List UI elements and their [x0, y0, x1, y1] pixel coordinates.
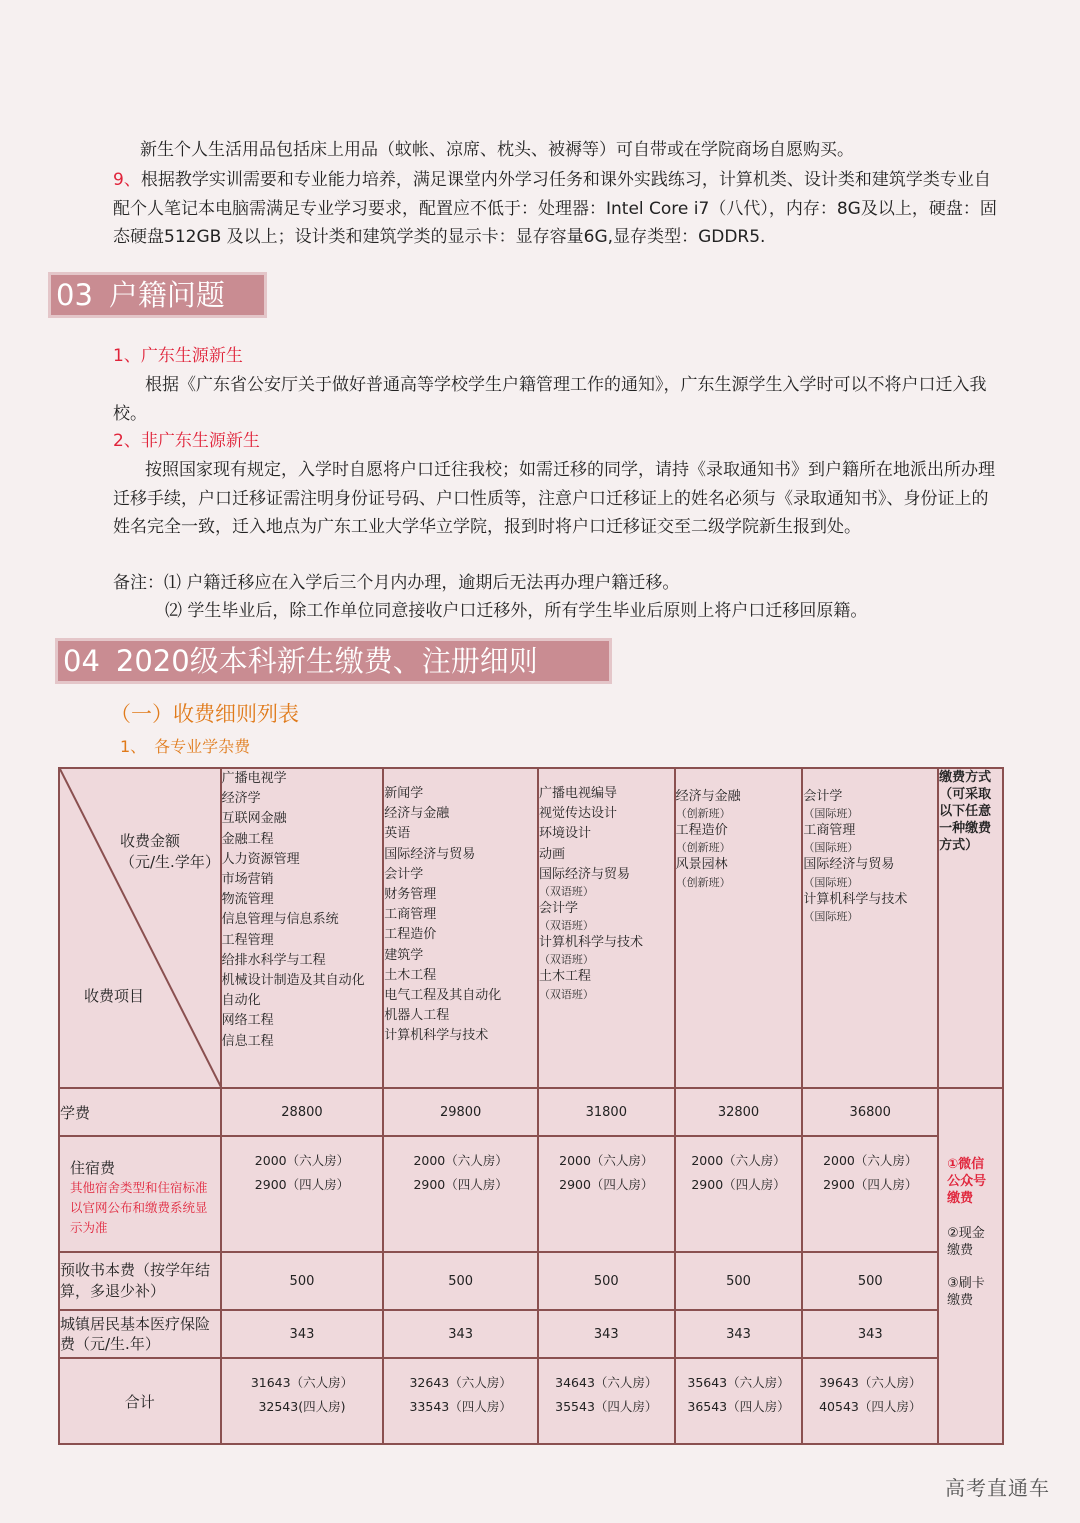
- diagonal-line: [60, 769, 222, 1089]
- fee-value: 500: [675, 1252, 803, 1310]
- pay-method-cash: ②现金缴费: [947, 1226, 985, 1258]
- major-item: 财务管理: [384, 887, 437, 903]
- major-class-note: （国际班）: [803, 841, 859, 855]
- fee-line: 35543（四人房）: [555, 1399, 658, 1414]
- major-class-note: （双语班）: [538, 987, 594, 1001]
- fee-line: 32643（六人房）: [409, 1375, 512, 1390]
- fee-value: 500: [538, 1252, 675, 1310]
- majors-col-4: [675, 768, 803, 1088]
- section-number: 03: [56, 278, 93, 312]
- header-row: [59, 768, 1003, 1088]
- fee-values: [802, 1358, 938, 1444]
- corner-cell: [59, 768, 221, 1088]
- major-item: 工商管理: [384, 907, 437, 923]
- major-item: 计算机科学与技术: [538, 935, 643, 951]
- pay-cell-top: [938, 1088, 1003, 1136]
- major-class-note: （双语班）: [538, 885, 594, 899]
- major-item: 信息工程: [221, 1033, 274, 1049]
- major-item: 电气工程及其自动化: [384, 988, 502, 1004]
- fee-line: 2900（四人房）: [254, 1177, 350, 1192]
- major-item: 自动化: [221, 993, 261, 1009]
- fee-line: 36543（四人房）: [687, 1399, 790, 1414]
- fee-value: 343: [221, 1310, 384, 1358]
- major-item: 会计学: [803, 789, 843, 804]
- major-item: 动画: [538, 846, 565, 862]
- fee-value: 343: [538, 1310, 675, 1358]
- total-row: [59, 1358, 1003, 1444]
- item-number: 9、: [113, 170, 141, 190]
- fee-line: 2000（六人房）: [823, 1153, 918, 1168]
- fee-line: 35643（六人房）: [687, 1375, 790, 1390]
- row-label: 合计: [59, 1358, 221, 1444]
- tuition-row: [59, 1088, 1003, 1136]
- major-item: 环境设计: [538, 826, 591, 842]
- dorm-row: [59, 1136, 1003, 1252]
- pay-method-header: 缴费方式（可采取以下任意一种缴费方式）: [938, 768, 1003, 1088]
- major-item: 计算机科学与技术: [384, 1028, 489, 1044]
- major-item: 会计学: [384, 866, 424, 882]
- subsection-title: 1、广东生源新生: [113, 346, 243, 366]
- intro-item-9: [113, 166, 1003, 252]
- major-item: 广播电视学: [221, 771, 287, 786]
- fee-values: [221, 1136, 384, 1252]
- section-title: 2020级本科新生缴费、注册细则: [115, 644, 538, 678]
- section-03-header: [48, 272, 267, 318]
- major-item: 国际经济与贸易: [538, 866, 630, 882]
- insurance-row: [59, 1310, 1003, 1358]
- fee-value: 500: [802, 1252, 938, 1310]
- row-label: 住宿费: [70, 1159, 116, 1177]
- fee-line: 2900（四人房）: [823, 1177, 918, 1192]
- dorm-label-cell: [59, 1136, 221, 1252]
- fee-value: 343: [802, 1310, 938, 1358]
- major-item: 经济与金融: [384, 806, 450, 822]
- fee-line: 2000（六人房）: [413, 1153, 508, 1168]
- major-class-note: （创新班）: [675, 875, 731, 889]
- row-label: 学费: [59, 1088, 221, 1136]
- major-item: 经济与金融: [675, 789, 741, 804]
- fee-value: 31800: [538, 1088, 675, 1136]
- major-item: 会计学: [538, 901, 578, 917]
- fee-value: 28800: [221, 1088, 384, 1136]
- major-item: 广播电视编导: [538, 786, 617, 801]
- major-item: 网络工程: [221, 1013, 274, 1029]
- fee-line: 2900（四人房）: [691, 1177, 786, 1192]
- fee-table: [58, 767, 1004, 1445]
- major-item: 视觉传达设计: [538, 806, 617, 822]
- major-item: 新闻学: [384, 786, 424, 801]
- fee-subtitle: （一）收费细则列表: [110, 702, 299, 726]
- note-1: 备注：⑴ 户籍迁移应在入学后三个月内办理，逾期后无法再办理户籍迁移。: [113, 573, 680, 593]
- majors-col-1: [221, 768, 384, 1088]
- fee-line: 2900（四人房）: [559, 1177, 654, 1192]
- major-item: 金融工程: [221, 831, 274, 847]
- majors-col-2: [383, 768, 538, 1088]
- watermark-text: 高考直通车: [945, 1476, 1050, 1500]
- fee-value: 343: [675, 1310, 803, 1358]
- major-item: 物流管理: [221, 892, 274, 908]
- item-text: 根据教学实训需要和专业能力培养，满足课堂内外学习任务和课外实践练习，计算机类、设计类和建筑学类专业自配个人笔记本电脑需满足专业学习要求，配置应不低于：处理器：Intel Core i7（八代），内存：8G及以上，硬盘：固态硬盘512GB 及以上；设计类和建筑学类的显示卡：显存容量6G,显存类型：GDDR5.: [113, 170, 997, 247]
- corner-bottom-label: 收费项目: [84, 987, 145, 1005]
- subsection-text: 根据《广东省公安厅关于做好普通高等学校学生户籍管理工作的通知》，广东生源学生入学时可以不将户口迁入我校。: [113, 375, 987, 424]
- fee-values: [802, 1136, 938, 1252]
- fee-line: 2000（六人房）: [691, 1153, 786, 1168]
- major-item: 工程造价: [384, 927, 437, 943]
- books-row: [59, 1252, 1003, 1310]
- section-04-header: [55, 638, 612, 684]
- fee-values: [538, 1136, 675, 1252]
- major-item: 工程管理: [221, 932, 274, 948]
- majors-col-3: [538, 768, 675, 1088]
- fee-values: [221, 1358, 384, 1444]
- fee-line: 32543(四人房): [258, 1399, 346, 1414]
- fee-item-title: 1、 各专业学杂费: [120, 737, 251, 756]
- pay-method-card: ③刷卡缴费: [947, 1276, 985, 1308]
- intro-line: 新生个人生活用品包括床上用品（蚊帐、凉席、枕头、被褥等）可自带或在学院商场自愿购买。: [140, 140, 854, 160]
- fee-values: [383, 1358, 538, 1444]
- major-item: 机器人工程: [384, 1008, 450, 1024]
- major-item: 工商管理: [803, 823, 856, 839]
- major-item: 土木工程: [384, 967, 437, 983]
- major-class-note: （国际班）: [803, 807, 859, 821]
- fee-values: [538, 1358, 675, 1444]
- major-item: 工程造价: [675, 823, 728, 839]
- subsection-title: 2、非广东生源新生: [113, 431, 260, 451]
- major-item: 人力资源管理: [221, 851, 300, 867]
- major-class-note: （创新班）: [675, 841, 731, 855]
- major-item: 国际经济与贸易: [803, 857, 895, 873]
- pay-method-wechat: ①微信公众号缴费: [947, 1157, 987, 1206]
- note-2: ⑵ 学生毕业后，除工作单位同意接收户口迁移外，所有学生毕业后原则上将户口迁移回原籍。: [165, 601, 868, 621]
- fee-line: 40543（四人房）: [819, 1399, 922, 1414]
- fee-value: 32800: [675, 1088, 803, 1136]
- fee-value: 500: [221, 1252, 384, 1310]
- corner-top-label: 收费金额 （元/生.学年）: [120, 832, 220, 871]
- dorm-note: 其他宿舍类型和住宿标准以官网公布和缴费系统显示为准: [70, 1180, 208, 1235]
- pay-methods-cell: [938, 1136, 1003, 1444]
- row-label: 预收书本费（按学年结算，多退少补）: [59, 1252, 221, 1310]
- major-class-note: （国际班）: [803, 875, 859, 889]
- major-item: 互联网金融: [221, 811, 287, 827]
- fee-line: 2000（六人房）: [254, 1153, 350, 1168]
- major-class-note: （双语班）: [538, 919, 594, 933]
- subsection-text: 按照国家现有规定，入学时自愿将户口迁往我校；如需迁移的同学，请持《录取通知书》到户籍所在地派出所办理迁移手续，户口迁移证需注明身份证号码、户口性质等，注意户口迁移证上的姓名必须与《录取通知书》、身份证上的姓名完全一致，迁入地点为广东工业大学华立学院，报到时将户口迁移证交至二级学院新生报到处。: [113, 460, 995, 537]
- section-title: 户籍问题: [108, 278, 225, 312]
- fee-line: 2900（四人房）: [413, 1177, 508, 1192]
- fee-value: 500: [383, 1252, 538, 1310]
- fee-values: [383, 1136, 538, 1252]
- major-item: 英语: [384, 826, 411, 842]
- major-item: 计算机科学与技术: [803, 891, 908, 907]
- fee-value: 29800: [383, 1088, 538, 1136]
- major-class-note: （国际班）: [803, 909, 859, 923]
- fee-line: 31643（六人房）: [250, 1375, 354, 1390]
- major-item: 建筑学: [384, 947, 424, 963]
- major-item: 信息管理与信息系统: [221, 912, 339, 928]
- fee-value: 36800: [802, 1088, 938, 1136]
- major-item: 国际经济与贸易: [384, 846, 476, 862]
- major-item: 经济学: [221, 791, 261, 807]
- fee-value: 343: [383, 1310, 538, 1358]
- fee-line: 2000（六人房）: [559, 1153, 654, 1168]
- major-item: 给排水科学与工程: [221, 952, 326, 968]
- fee-line: 33543（四人房）: [409, 1399, 512, 1414]
- row-label: 城镇居民基本医疗保险费（元/生.年）: [59, 1310, 221, 1358]
- section-number: 04: [63, 644, 100, 678]
- fee-line: 39643（六人房）: [819, 1375, 922, 1390]
- major-class-note: （双语班）: [538, 953, 594, 967]
- fee-values: [675, 1136, 803, 1252]
- major-item: 土木工程: [538, 969, 591, 985]
- fee-values: [675, 1358, 803, 1444]
- majors-col-5: [802, 768, 938, 1088]
- major-item: 风景园林: [675, 857, 728, 873]
- major-item: 市场营销: [221, 872, 274, 888]
- fee-line: 34643（六人房）: [555, 1375, 658, 1390]
- major-item: 机械设计制造及其自动化: [221, 973, 365, 989]
- major-class-note: （创新班）: [675, 807, 731, 821]
